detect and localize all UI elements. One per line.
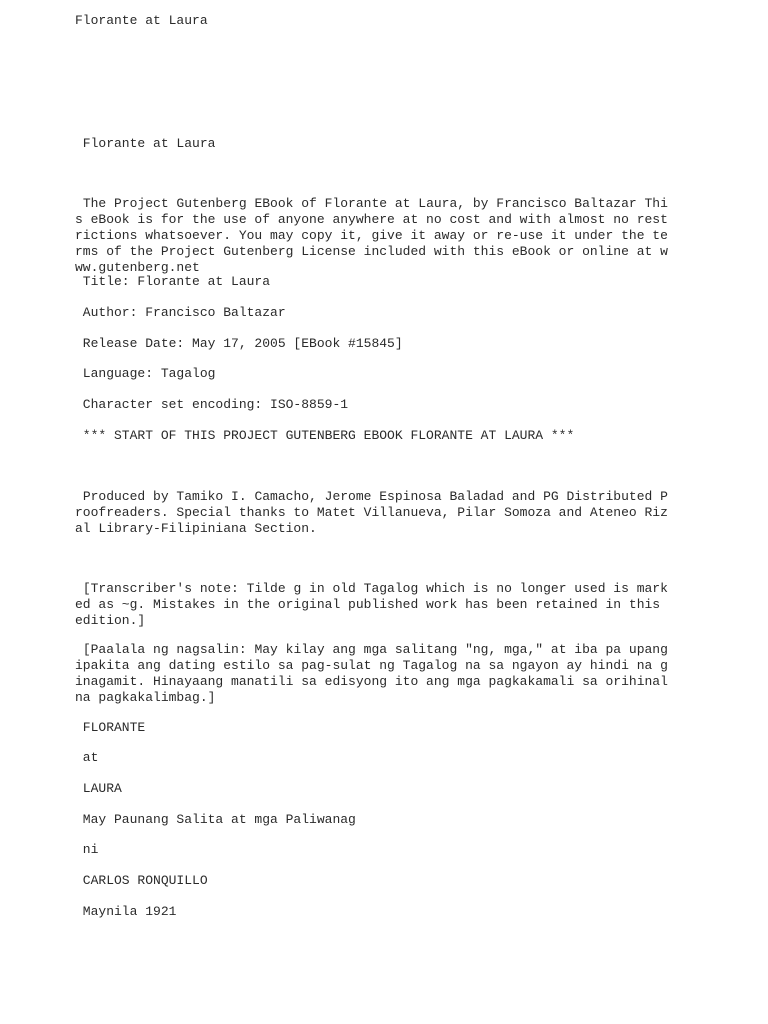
laura-heading: LAURA [75, 781, 122, 796]
transcriber-note: [Transcriber's note: Tilde g in old Tagalog which is no longer used is marked as ~g. Mistakes in the original published work has been retained in this edition.] [75, 581, 668, 628]
place-year-line: Maynila 1921 [75, 904, 177, 919]
book-title: Florante at Laura [75, 136, 216, 151]
author-line: Author: Francisco Baltazar [75, 305, 286, 320]
language-line: Language: Tagalog [75, 366, 216, 381]
florante-heading: FLORANTE [75, 720, 146, 735]
paalala-note: [Paalala ng nagsalin: May kilay ang mga salitang "ng, mga," at iba pa upang ipakita ang dating estilo sa pag-sulat ng Tagalog na sa ngayon ay hindi na ginagamit. Hinayaang manatili sa edisyong ito ang mga pagkakamali sa orihinal na pagkakalimbag.] [75, 642, 676, 705]
at-line: at [75, 750, 99, 765]
produced-by-paragraph: Produced by Tamiko I. Camacho, Jerome Espinosa Baladad and PG Distributed Proofreaders. Special thanks to Matet Villanueva, Pilar Somoza and Ateneo Rizal Library-Filipiniana Section. [75, 489, 668, 536]
release-date-line: Release Date: May 17, 2005 [EBook #15845] [75, 336, 403, 351]
title-line: Title: Florante at Laura [75, 274, 271, 289]
start-marker-line: *** START OF THIS PROJECT GUTENBERG EBOOK FLORANTE AT LAURA *** [75, 428, 575, 443]
paunang-salita-line: May Paunang Salita at mga Paliwanag [75, 812, 356, 827]
author-ronquillo: CARLOS RONQUILLO [75, 873, 208, 888]
intro-paragraph: The Project Gutenberg EBook of Florante at Laura, by Francisco Baltazar This eBook is for the use of anyone anywhere at no cost and with almost no restrictions whatsoever. You may copy it, give it away or re-use it under the terms of the Project Gutenberg License included with this eBook or online at www.gutenberg.net [75, 196, 668, 275]
charset-line: Character set encoding: ISO-8859-1 [75, 397, 349, 412]
header-title: Florante at Laura [75, 13, 208, 28]
ni-line: ni [75, 842, 99, 857]
